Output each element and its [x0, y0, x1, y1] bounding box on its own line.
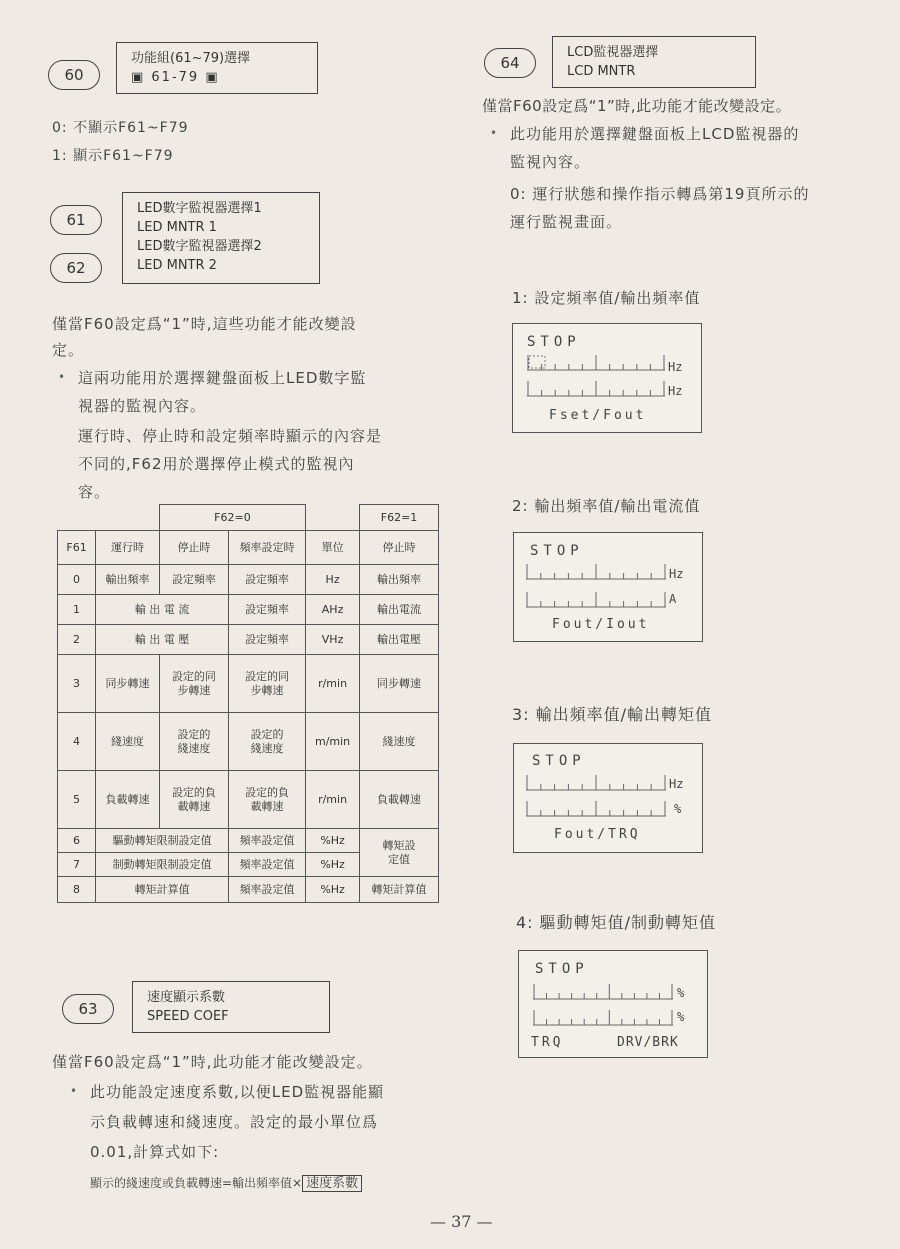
f63-desc-line2: 示負載轉速和綫速度。設定的最小單位爲	[90, 1113, 379, 1131]
f61-f62-table	[57, 504, 439, 903]
lcd-unit-1: %	[677, 986, 685, 1000]
lcd-unit-2: A	[669, 592, 677, 606]
lcd-unit-2: %	[677, 1010, 685, 1024]
table-cell: 頻率設定值	[229, 829, 306, 853]
table-cell: 綫速度	[96, 713, 160, 771]
table-cell: 轉矩計算值	[360, 877, 439, 903]
bar-cursor-box	[529, 356, 545, 368]
table-cell: %Hz	[306, 877, 360, 903]
table-header: 停止時	[159, 531, 228, 565]
table-cell: 設定頻率	[229, 625, 306, 655]
f61-62-desc-line1: 這兩功能用於選擇鍵盤面板上LED數字監	[78, 369, 367, 387]
table-cell: 負載轉速	[360, 771, 439, 829]
table-header: 單位	[306, 531, 360, 565]
table-row	[58, 771, 439, 829]
monitor-1-title: 1: 設定頻率值/輸出頻率值	[512, 289, 701, 307]
lcd-bar-graph-2	[533, 1009, 675, 1027]
table-cell: m/min	[306, 713, 360, 771]
f61-62-desc-line4: 不同的,F62用於選擇停止模式的監視內	[78, 455, 355, 473]
f64-desc-line2: 監視內容。	[510, 153, 591, 171]
f63-title-box	[132, 981, 330, 1033]
lcd-stop-label: STOP	[532, 753, 586, 769]
function-code-60: 60	[48, 60, 100, 90]
table-header: 頻率設定時	[229, 531, 306, 565]
f60-option-1: 1: 顯示F61~F79	[52, 148, 174, 164]
table-cell: 輸 出 電 壓	[96, 625, 229, 655]
table-cell: 頻率設定值	[229, 853, 306, 877]
lcd-stop-label: STOP	[527, 334, 581, 350]
f60-option-0: 0: 不顯示F61~F79	[52, 120, 189, 136]
lcd-bar-graph-2	[526, 591, 668, 609]
table-header: 運行時	[96, 531, 160, 565]
table-cell: 6	[58, 829, 96, 853]
table-cell: 2	[58, 625, 96, 655]
lcd-unit-2: Hz	[668, 384, 683, 398]
table-cell: 負載轉速	[96, 771, 160, 829]
f60-title-box	[116, 42, 318, 94]
monitor-2-title: 2: 輸出頻率值/輸出電流值	[512, 497, 701, 515]
lcd-monitor-4	[518, 950, 708, 1058]
f64-desc-line4: 運行監視畫面。	[510, 213, 623, 231]
lcd-bar-graph-1	[526, 774, 668, 792]
table-cell: 3	[58, 655, 96, 713]
table-cell: 設定的同步轉速	[159, 655, 228, 713]
table-cell: 頻率設定值	[229, 877, 306, 903]
table-cell: 設定的負載轉速	[229, 771, 306, 829]
table-cell: 輸出頻率	[360, 565, 439, 595]
f61-62-desc-line5: 容。	[78, 483, 111, 501]
lcd-bar-graph-1	[526, 563, 668, 581]
table-header: 停止時	[360, 531, 439, 565]
f62-title-en: LED MNTR 2	[137, 258, 217, 273]
function-code-61: 61	[50, 205, 102, 235]
table-cell: Hz	[306, 565, 360, 595]
lcd-stop-label: STOP	[530, 543, 584, 559]
lcd-bar-graph-1	[527, 354, 667, 372]
table-header-row	[58, 531, 439, 565]
f64-intro: 僅當F60設定爲“1”時,此功能才能改變設定。	[482, 97, 792, 115]
table-cell: 設定頻率	[229, 595, 306, 625]
lcd-bar-graph-2	[526, 800, 668, 818]
lcd-unit-1: Hz	[669, 567, 684, 581]
page-number: — 37 —	[430, 1212, 493, 1231]
lcd-monitor-1	[512, 323, 702, 433]
f63-desc-line1: 此功能設定速度系數,以便LED監視器能顯	[90, 1083, 385, 1101]
lcd-caption: Fset/Fout	[549, 408, 647, 423]
group-header-f62-0: F62=0	[159, 505, 305, 531]
table-cell: 輸出電壓	[360, 625, 439, 655]
lcd-monitor-3	[513, 743, 703, 853]
lcd-bar-graph-2	[527, 380, 667, 398]
table-cell: 輸出電流	[360, 595, 439, 625]
f64-desc-line3: 0: 運行狀態和操作指示轉爲第19頁所示的	[510, 185, 810, 203]
f63-title-cn: 速度顯示系數	[147, 990, 226, 1005]
f61-title-en: LED MNTR 1	[137, 220, 217, 235]
f61-62-desc-line3: 運行時、停止時和設定頻率時顯示的內容是	[78, 427, 383, 445]
table-row	[58, 595, 439, 625]
table-cell: 設定的同步轉速	[229, 655, 306, 713]
function-code-63: 63	[62, 994, 114, 1024]
f61-62-intro-line2: 定。	[52, 341, 85, 359]
f61-62-intro-line1: 僅當F60設定爲“1”時,這些功能才能改變設	[52, 315, 357, 333]
table-cell: 同步轉速	[96, 655, 160, 713]
f61-62-title-box	[122, 192, 320, 284]
lcd-caption-right: DRV/BRK	[617, 1035, 679, 1050]
table-cell: 7	[58, 853, 96, 877]
table-cell: r/min	[306, 771, 360, 829]
table-header: F61	[58, 531, 96, 565]
f60-title-code: ▣ 61-79 ▣	[131, 70, 220, 85]
f63-formula-box: 速度系數	[302, 1175, 362, 1192]
table-row	[58, 625, 439, 655]
f63-intro: 僅當F60設定爲“1”時,此功能才能改變設定。	[52, 1053, 373, 1071]
table-cell: 設定的綫速度	[159, 713, 228, 771]
f64-desc-line1: 此功能用於選擇鍵盤面板上LCD監視器的	[510, 125, 800, 143]
table-cell: 設定頻率	[159, 565, 228, 595]
table-cell: %Hz	[306, 853, 360, 877]
monitor-4-title: 4: 驅動轉矩值/制動轉矩值	[516, 913, 717, 932]
lcd-unit-1: Hz	[668, 360, 683, 374]
table-cell: 設定頻率	[229, 565, 306, 595]
bullet-icon: •	[58, 370, 66, 384]
f61-62-desc-line2: 視器的監視內容。	[78, 397, 207, 415]
function-code-64: 64	[484, 48, 536, 78]
table-cell: 1	[58, 595, 96, 625]
lcd-unit-2: %	[674, 802, 682, 816]
lcd-monitor-2	[513, 532, 703, 642]
f64-title-cn: LCD監視器選擇	[567, 45, 659, 60]
table-cell: VHz	[306, 625, 360, 655]
table-cell: AHz	[306, 595, 360, 625]
table-cell: 8	[58, 877, 96, 903]
table-cell: %Hz	[306, 829, 360, 853]
table-cell: 同步轉速	[360, 655, 439, 713]
table-cell: 轉矩設定值	[360, 829, 439, 877]
group-header-f62-1: F62=1	[360, 505, 439, 531]
f62-title-cn: LED數字監視器選擇2	[137, 239, 262, 254]
f63-title-en: SPEED COEF	[147, 1009, 229, 1024]
lcd-stop-label: STOP	[535, 961, 589, 977]
table-cell: 輸 出 電 流	[96, 595, 229, 625]
bullet-icon: •	[70, 1084, 78, 1098]
table-cell: 設定的綫速度	[229, 713, 306, 771]
f63-formula	[90, 1172, 362, 1191]
table-cell: 設定的負載轉速	[159, 771, 228, 829]
f63-formula-text: 顯示的綫速度或負載轉速=輸出頻率值×	[90, 1176, 303, 1190]
table-cell: 5	[58, 771, 96, 829]
table-row	[58, 713, 439, 771]
table-cell: r/min	[306, 655, 360, 713]
table-row	[58, 829, 439, 853]
f64-title-en: LCD MNTR	[567, 64, 636, 79]
monitor-3-title: 3: 輸出頻率值/輸出轉矩值	[512, 705, 713, 724]
lcd-unit-1: Hz	[669, 777, 684, 791]
function-code-62: 62	[50, 253, 102, 283]
lcd-caption: Fout/TRQ	[554, 827, 641, 842]
table-cell: 4	[58, 713, 96, 771]
f64-title-box	[552, 36, 756, 88]
table-row	[58, 565, 439, 595]
bullet-icon: •	[490, 126, 498, 140]
table-cell: 制動轉矩限制設定值	[96, 853, 229, 877]
lcd-bar-graph-1	[533, 983, 675, 1001]
table-cell: 轉矩計算值	[96, 877, 229, 903]
f63-desc-line3: 0.01,計算式如下:	[90, 1143, 220, 1161]
f61-title-cn: LED數字監視器選擇1	[137, 201, 262, 216]
table-cell: 輸出頻率	[96, 565, 160, 595]
lcd-caption: Fout/Iout	[552, 617, 650, 632]
table-row	[58, 655, 439, 713]
f60-title-cn: 功能組(61~79)選擇	[131, 51, 251, 66]
table-cell: 驅動轉矩限制設定值	[96, 829, 229, 853]
lcd-caption-left: TRQ	[531, 1035, 564, 1050]
table-cell: 綫速度	[360, 713, 439, 771]
table-row	[58, 877, 439, 903]
table-cell: 0	[58, 565, 96, 595]
